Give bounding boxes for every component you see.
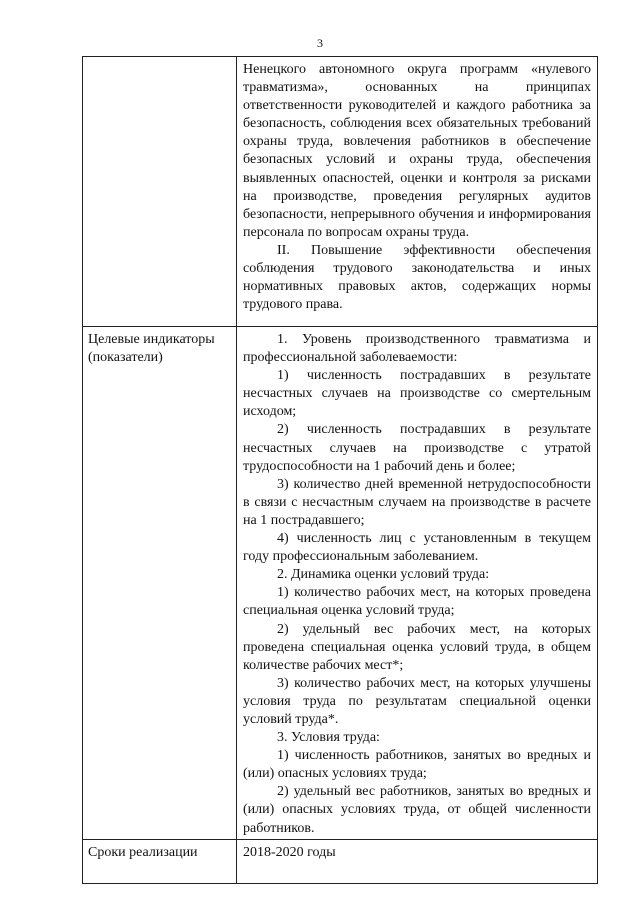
paragraph: 2018-2020 годы <box>243 844 336 860</box>
row-content <box>237 327 598 840</box>
program-table <box>82 56 598 884</box>
paragraph: 1) количество рабочих мест, на которых проведена специальная оценка условий труда; <box>243 585 591 619</box>
page-number: 3 <box>317 36 323 50</box>
row-label: Сроки реализации <box>83 839 237 883</box>
paragraph: 2) удельный вес рабочих мест, на которых проведена специальная оценка условий труда, в общем количестве рабочих мест*; <box>243 621 591 673</box>
row-content <box>237 839 598 883</box>
paragraph: 3) количество рабочих мест, на которых улучшены условия труда по результатам специальной оценки условий труда*. <box>243 675 591 727</box>
table-row <box>83 57 598 327</box>
paragraph: 3) количество дней временной нетрудоспособности в связи с несчастным случаем на производстве в расчете на 1 пострадавшего; <box>243 476 591 528</box>
paragraph: 2) численность пострадавших в результате несчастных случаев на производстве с утратой трудоспособности на 1 рабочий день и более; <box>243 422 591 474</box>
paragraph: 2) удельный вес работников, занятых во вредных и (или) опасных условиях труда, от общей численности работников. <box>243 784 591 836</box>
paragraph: Ненецкого автономного округа программ «нулевого травматизма», основанных на принципах ответственности руководителей и каждого работника за безопасность, соблюдения всех обязательных требований охраны труда, вовлечения работников в обеспечение безопасных условий и охраны труда, обеспечения выявленных опасностей, оценки и контроля за рисками на производстве, проведения регулярных аудитов безопасности, непрерывного обучения и информирования персонала по вопросам охраны труда. <box>243 62 591 240</box>
row-label <box>83 57 237 327</box>
row-content <box>237 57 598 327</box>
paragraph: 1) численность работников, занятых во вредных и (или) опасных условиях труда; <box>243 748 591 782</box>
paragraph: 3. Условия труда: <box>277 730 380 746</box>
paragraph: 1) численность пострадавших в результате несчастных случаев на производстве со смертельным исходом; <box>243 368 591 420</box>
paragraph: 4) численность лиц с установленным в текущем году профессиональным заболеванием. <box>243 531 591 565</box>
row-label: Целевые индикаторы (показатели) <box>83 327 237 840</box>
paragraph: II. Повышение эффективности обеспечения соблюдения трудового законодательства и иных нормативных правовых актов, содержащих нормы трудового права. <box>243 242 591 313</box>
paragraph: 2. Динамика оценки условий труда: <box>277 567 490 583</box>
table-row <box>83 327 598 840</box>
table-row <box>83 839 598 883</box>
paragraph: 1. Уровень производственного травматизма и профессиональной заболеваемости: <box>243 332 591 366</box>
